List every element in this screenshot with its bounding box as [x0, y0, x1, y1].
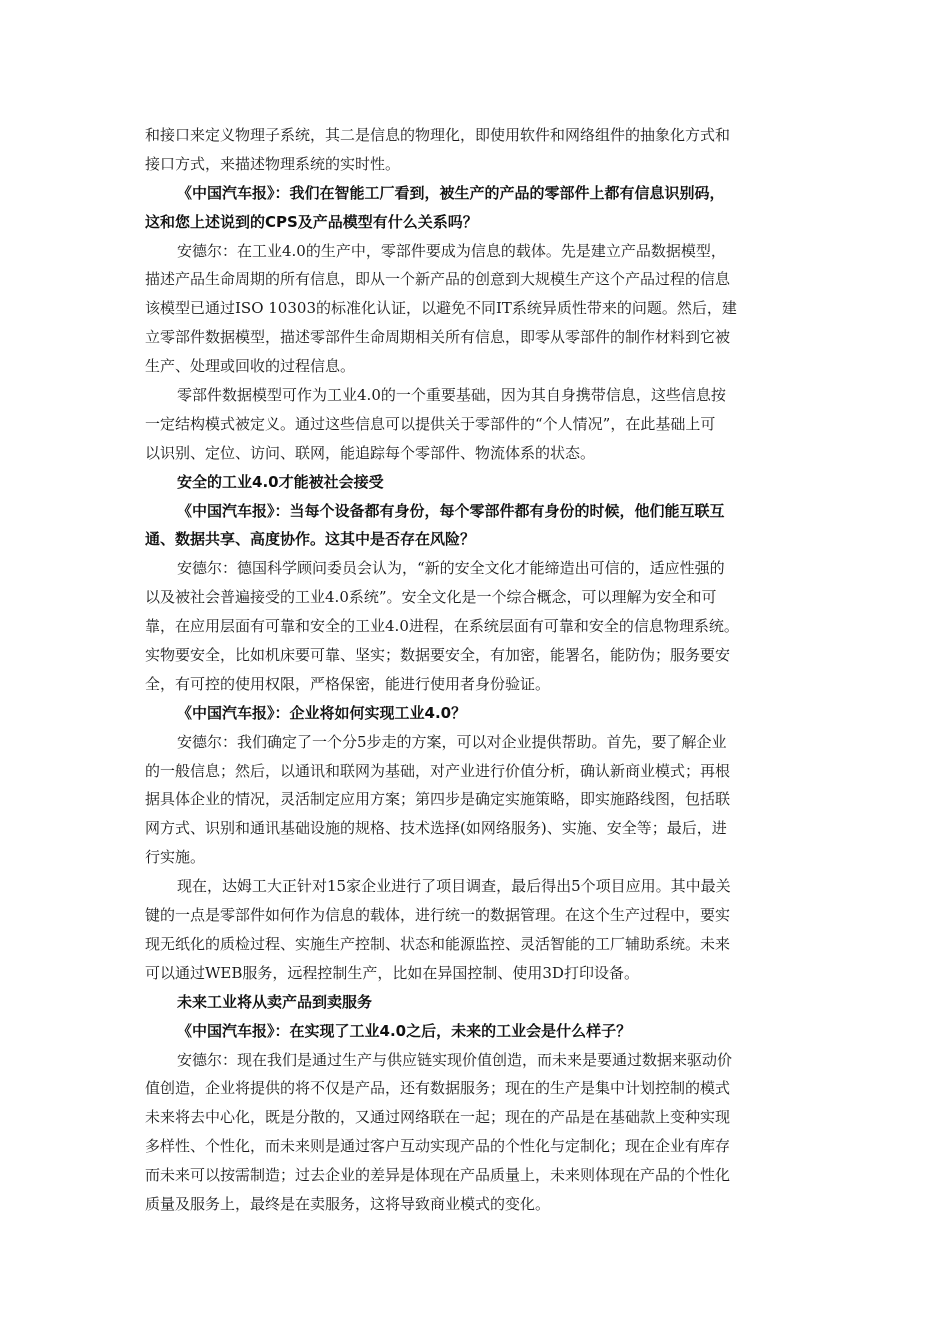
question-line: 这和您上述说到的CPS及产品模型有什么关系吗？ — [145, 212, 478, 231]
question-line: 《中国汽车报》：企业将如何实现工业4.0？ — [177, 703, 467, 722]
text-line: 键的一点是零部件如何作为信息的载体，进行统一的数据管理。在这个生产过程中，要实 — [145, 906, 731, 925]
text-line: 该模型已通过ISO 10303的标准化认证，以避免不同IT系统异质性带来的问题。然后，建 — [145, 299, 737, 318]
text-line: 零部件数据模型可作为工业4.0的一个重要基础，因为其自身携带信息，这些信息按 — [177, 386, 726, 405]
text-line: 多样性、个性化，而未来则是通过客户互动实现产品的个性化与定制化；现在企业有库存 — [145, 1137, 731, 1156]
article-text — [145, 121, 815, 1219]
text-line: 现无纸化的质检过程、实施生产控制、状态和能源监控、灵活智能的工厂辅助系统。未来 — [145, 934, 731, 953]
text-line: 生产、处理或回收的过程信息。 — [145, 357, 356, 376]
text-line: 全，有可控的使用权限，严格保密，能进行使用者身份验证。 — [145, 674, 551, 693]
text-line: 立零部件数据模型，描述零部件生命周期相关所有信息，即零从零部件的制作材料到它被 — [145, 328, 731, 347]
section-heading: 安全的工业4.0才能被社会接受 — [177, 472, 384, 491]
text-line: 可以通过WEB服务，远程控制生产，比如在异国控制、使用3D打印设备。 — [145, 963, 639, 982]
text-line: 行实施。 — [145, 848, 206, 867]
text-line: 据具体企业的情况，灵活制定应用方案；第四步是确定实施策略，即实施路线图，包括联 — [145, 790, 731, 809]
text-line: 的一般信息；然后，以通讯和联网为基础，对产业进行价值分析，确认新商业模式；再根 — [145, 761, 731, 780]
text-line: 一定结构模式被定义。通过这些信息可以提供关于零部件的“个人情况”，在此基础上可 — [145, 414, 716, 433]
text-line: 安德尔：在工业4.0的生产中，零部件要成为信息的载体。先是建立产品数据模型， — [177, 241, 726, 260]
text-line: 以及被社会普遍接受的工业4.0系统”。安全文化是一个综合概念，可以理解为安全和可 — [145, 588, 717, 607]
text-line: 值创造，企业将提供的将不仅是产品，还有数据服务；现在的生产是集中计划控制的模式 — [145, 1079, 731, 1098]
text-line: 现在，达姆工大正针对15家企业进行了项目调查，最后得出5个项目应用。其中最关 — [177, 877, 731, 896]
question-line: 《中国汽车报》：在实现了工业4.0之后，未来的工业会是什么样子？ — [177, 1021, 632, 1040]
text-line: 描述产品生命周期的所有信息，即从一个新产品的创意到大规模生产这个产品过程的信息 — [145, 270, 731, 289]
text-line: 实物要安全，比如机床要可靠、坚实；数据要安全，有加密，能署名，能防伪；服务要安 — [145, 646, 731, 665]
text-line: 和接口来定义物理子系统，其二是信息的物理化，即使用软件和网络组件的抽象化方式和 — [145, 126, 731, 144]
section-heading: 未来工业将从卖产品到卖服务 — [177, 992, 373, 1011]
question-line: 《中国汽车报》：当每个设备都有身份，每个零部件都有身份的时候，他们能互联互 — [177, 501, 725, 520]
text-line: 而未来可以按需制造；过去企业的差异是体现在产品质量上，未来则体现在产品的个性化 — [145, 1166, 731, 1185]
text-line: 安德尔：现在我们是通过生产与供应链实现价值创造，而未来是要通过数据来驱动价 — [177, 1050, 733, 1069]
text-line: 安德尔：我们确定了一个分5步走的方案，可以对企业提供帮助。首先，要了解企业 — [177, 732, 727, 751]
text-line: 安德尔：德国科学顾问委员会认为，“新的安全文化才能缔造出可信的，适应性强的 — [177, 559, 725, 578]
text-line: 质量及服务上，最终是在卖服务，这将导致商业模式的变化。 — [145, 1194, 551, 1213]
text-line: 接口方式，来描述物理系统的实时性。 — [145, 154, 401, 173]
text-line: 网方式、识别和通讯基础设施的规格、技术选择(如网络服务)、实施、安全等；最后，进 — [145, 819, 727, 838]
question-line: 《中国汽车报》：我们在智能工厂看到，被生产的产品的零部件上都有信息识别码， — [177, 183, 725, 202]
text-line: 以识别、定位、访问、联网，能追踪每个零部件、物流体系的状态。 — [145, 443, 596, 462]
question-line: 通、数据共享、高度协作。这其中是否存在风险？ — [145, 530, 476, 549]
text-line: 靠，在应用层面有可靠和安全的工业4.0进程，在系统层面有可靠和安全的信息物理系统。 — [145, 617, 739, 636]
text-line: 未来将去中心化，既是分散的，又通过网络联在一起；现在的产品是在基础款上变种实现 — [145, 1108, 731, 1127]
